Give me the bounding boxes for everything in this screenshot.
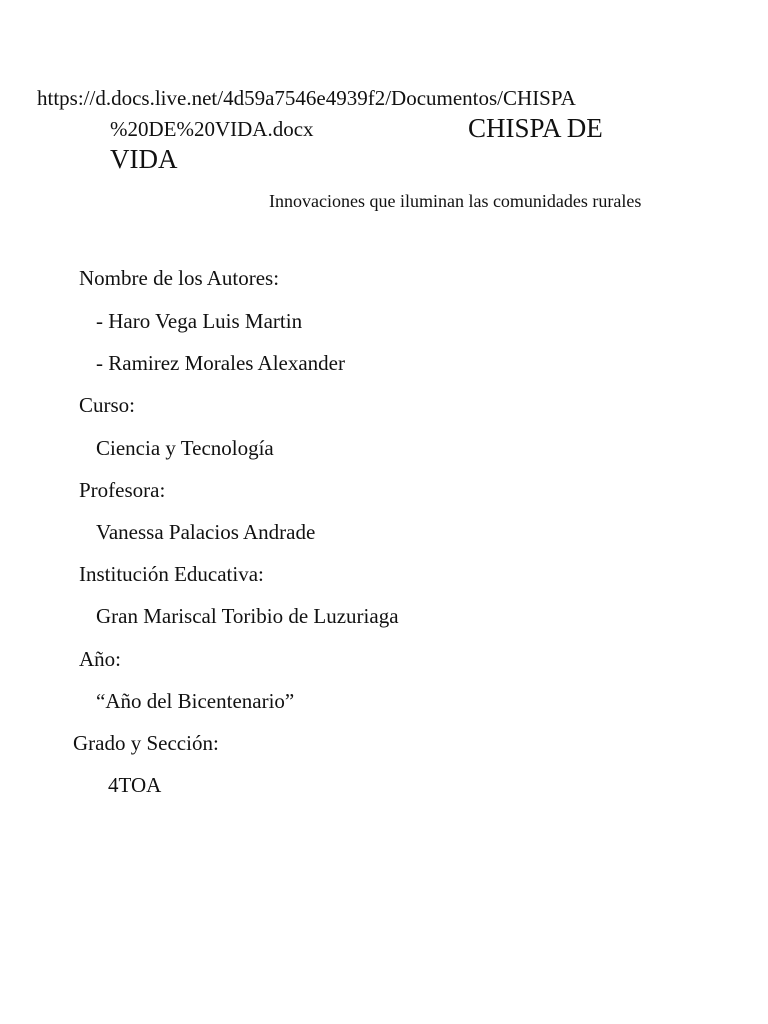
curso-value: Ciencia y Tecnología	[96, 436, 274, 460]
document-url-line2: %20DE%20VIDA.docx	[110, 117, 314, 141]
autor-item-1: - Haro Vega Luis Martin	[96, 309, 303, 333]
curso-label: Curso:	[79, 393, 136, 417]
anio-label: Año:	[79, 647, 121, 671]
institucion-label: Institución Educativa:	[79, 562, 264, 586]
grado-value: 4TOA	[108, 773, 162, 797]
document-subtitle: Innovaciones que iluminan las comunidades rurales	[269, 191, 642, 211]
institucion-value: Gran Mariscal Toribio de Luzuriaga	[96, 604, 399, 628]
profesora-value: Vanessa Palacios Andrade	[96, 520, 316, 544]
document-title-line2: VIDA	[110, 144, 178, 174]
autor-item-2: - Ramirez Morales Alexander	[96, 351, 345, 375]
profesora-label: Profesora:	[79, 478, 166, 502]
autores-label: Nombre de los Autores:	[79, 266, 280, 290]
document-url-line1: https://d.docs.live.net/4d59a7546e4939f2/Documentos/CHISPA	[37, 86, 576, 110]
grado-label: Grado y Sección:	[73, 731, 219, 755]
document-title-line1: CHISPA DE	[468, 113, 603, 143]
anio-value: “Año del Bicentenario”	[96, 689, 295, 713]
